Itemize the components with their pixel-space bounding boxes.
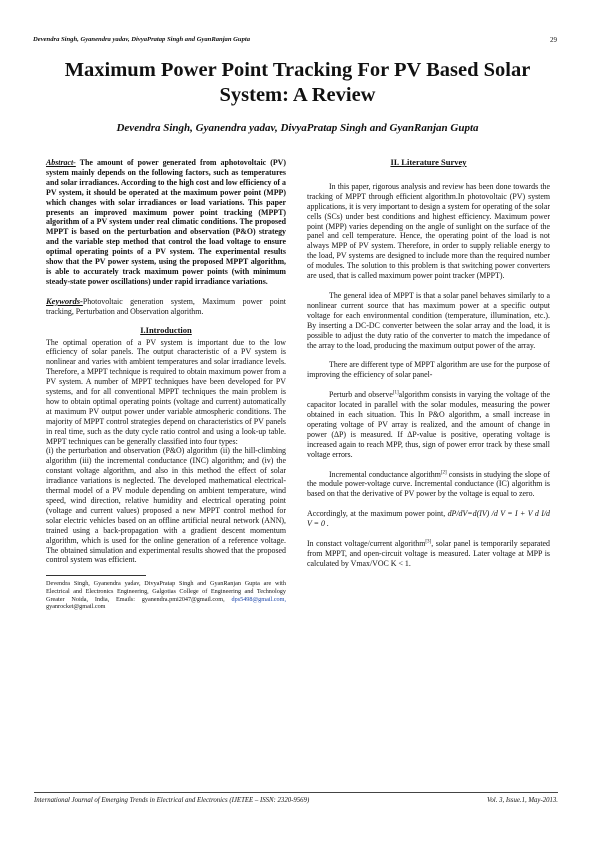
survey-paragraph-2: The general idea of MPPT is that a solar panel behaves similarly to a nonlinear current source that has maximum power at a specific output voltage for each environmental condition (temperature, illumination, etc.). By inserting a DC-DC converter between the solar array and the load, it is possible to adjust the duty ratio of the converter to match the impedance of the array to the load, producing the maximum output power of the array.: [307, 290, 550, 350]
page-footer: [34, 797, 558, 804]
intro-paragraph-1: The optimal operation of a PV system is important due to the low efficiency of solar panels. The output characteristic of a PV system is nonlinear and varies with ambient temperatures and solar irradiance levels. Therefore, a MPPT technique is required to obtain maximum power from a PV system. A number of MPPT techniques have been developed for PV systems, and for all conventional MPPT techniques the main problem is how to obtain optimal operating points (voltage and current) automatically at maximum PV output power under variable atmospheric conditions. The majority of MPPT control strategies depend on characteristics of PV panels in real time, such as the duty cycle ratio control and using a look-up table. MPPT techniques can be generally classified into four types:: [46, 337, 286, 446]
right-column: [307, 158, 550, 569]
abstract: [46, 158, 286, 287]
ic-text-b: consists in studying the slope of the module power-voltage curve. Incremental conductance (IC) algorithm is based on that the derivative of PV power by the voltage is equal to zero.: [307, 469, 551, 499]
keywords-label: Keywords-: [46, 295, 83, 306]
left-column: [46, 158, 286, 611]
paper-authors: Devendra Singh, Gyanendra yadav, DivyaPratap Singh and GyanRanjan Gupta: [116, 122, 479, 134]
footer-divider: [34, 792, 558, 793]
footnote-divider: [46, 575, 146, 576]
cv-text-a: In constact voltage/current algorithm: [307, 539, 426, 549]
survey-paragraph-5: [307, 470, 550, 500]
abstract-label: Abstract-: [46, 158, 76, 167]
survey-paragraph-1: In this paper, rigorous analysis and review has been done towards the tracking of MPPT through efficient algorithm.In photovoltaic (PV) system applications, it is very important to design a system for operating of the solar cells (SCs) under best conditions and highest efficiency. Maximum power point (MPP) varies depending on the angle of sunlight on the surface of the panel and cell temperature. Hence, the operating point of the load is not always MPP of PV system. Therefore, in order to supply reliable energy to the load, PV systems are designed to include more than the required number of modules. The solution to this problem is that switching power converters are used, that is called maximum power point tracker (MPPT).: [307, 181, 550, 281]
volume-info: Vol. 3, Issue.1, May-2013.: [487, 797, 558, 804]
ic-text-a: Incremental conductance algorithm: [329, 469, 441, 479]
running-head-authors: Devendra Singh, Gyanendra yadav, DivyaPratap Singh and GyanRanjan Gupta: [33, 36, 251, 43]
survey-paragraph-6: [307, 509, 550, 529]
cv-text-b: , solar panel is temporarily separated from MPPT, and open-circuit voltage is measured. Later voltage at MPP is calculated by Vmax/VOC K < 1.: [307, 539, 550, 568]
cv-ref: [3]: [425, 539, 432, 545]
journal-name: International Journal of Emerging Trends in Electrical and Electronics (IJETEE – ISSN: 2320-9569): [34, 797, 310, 804]
po-text-a: Perturb and observe: [329, 390, 393, 400]
survey-paragraph-4: [307, 390, 550, 459]
abstract-text: The amount of power generated from aphotovoltaic (PV) system mainly depends on the following factors, such as temperatures and solar irradiances. According to the high cost and low efficiency of a PV system, it should be operated at the maximum power point (MPP) which changes with solar irradiances or load variations. This paper presents an improved maximum power point tracking (MPPT) algorithm of a PV system under real climatic conditions. The proposed MPPT is based on the perturbation and observation (P&O) strategy and the variable step method that control the load voltage to ensure optimal operating points of a PV system. The experimental results show that the PV power system, using the proposed MPPT algorithm, is able to accurately track maximum power points (with minimum steady-state power oscillations) under rapid irradiance variations.: [46, 158, 286, 286]
page-number: 29: [550, 36, 557, 44]
keywords-text: Photovoltaic generation system, Maximum power point tracking, Perturbation and Observation algorithm.: [46, 296, 286, 316]
footnote-text: Devendra Singh, Gyanendra yadav, DivyaPratap Singh and GyanRanjan Gupta are with Electrical and Electronics Engineering, Galgotias College of Engineering and Technology Greater Noida, India, Emails: gyanendra.pmi2047@gmail.com,: [46, 580, 286, 603]
po-text-b: algorithm consists in varying the voltage of the capacitor located in parallel with the solar modules, measuring the power obtained in each situation. This In P&O algorithm, a small increase in operating voltage of PV array is realized, and the amount of change in power (ΔP) is measured. If ΔP-value is positive, operating voltage is increased again to reach MPP, thus, sign of power error track by these small voltage errors.: [307, 390, 550, 459]
po-ref: [1]: [392, 390, 399, 396]
footnote-text-2: gyanrocket@gmail.com: [46, 603, 106, 611]
author-footnote: [46, 580, 286, 610]
intro-paragraph-2: (i) the perturbation and observation (P&O) algorithm (ii) the hill-climbing algorithm (iii) the incremental conductance (INC) algorithm; and (iv) the constant voltage algorithm, and also in this method the effect of solar irradiance variations is neglected. The developed mathematical electrical-thermal model of a PV module depending on ambient temperature, wind speed, wind direction, relative humidity and electrical operating point (voltage and current values) proposed a new MPPT control method for solar electric vehicles based on an offline artificial neural network (ANN), trained using a back-propagation with a gradient descent momentum algorithm, which is used for the online generation of a reference voltage. The obtained simulation and experimental results showed that the proposed control system was efficient.: [46, 446, 286, 565]
footnote-email[interactable]: dps5498@gmail.com,: [231, 595, 287, 603]
survey-heading: II. Literature Survey: [390, 157, 467, 167]
keywords: [46, 297, 286, 317]
paper-title: Maximum Power Point Tracking For PV Based Solar System: A Review: [64, 59, 531, 106]
mpp-formula: dP/dV=d(IV) /d V = I + V d I/d V = 0 .: [307, 509, 550, 529]
survey-paragraph-3: There are different type of MPPT algorithm are use for the purpose of improving the efficiency of solar panel-: [307, 360, 550, 380]
survey-paragraph-7: [307, 539, 550, 569]
intro-heading: I.Introduction: [140, 324, 192, 335]
running-head: [33, 36, 557, 43]
ic-ref: [2]: [440, 469, 447, 475]
accordingly-text: Accordingly, at the maximum power point,: [307, 509, 446, 519]
